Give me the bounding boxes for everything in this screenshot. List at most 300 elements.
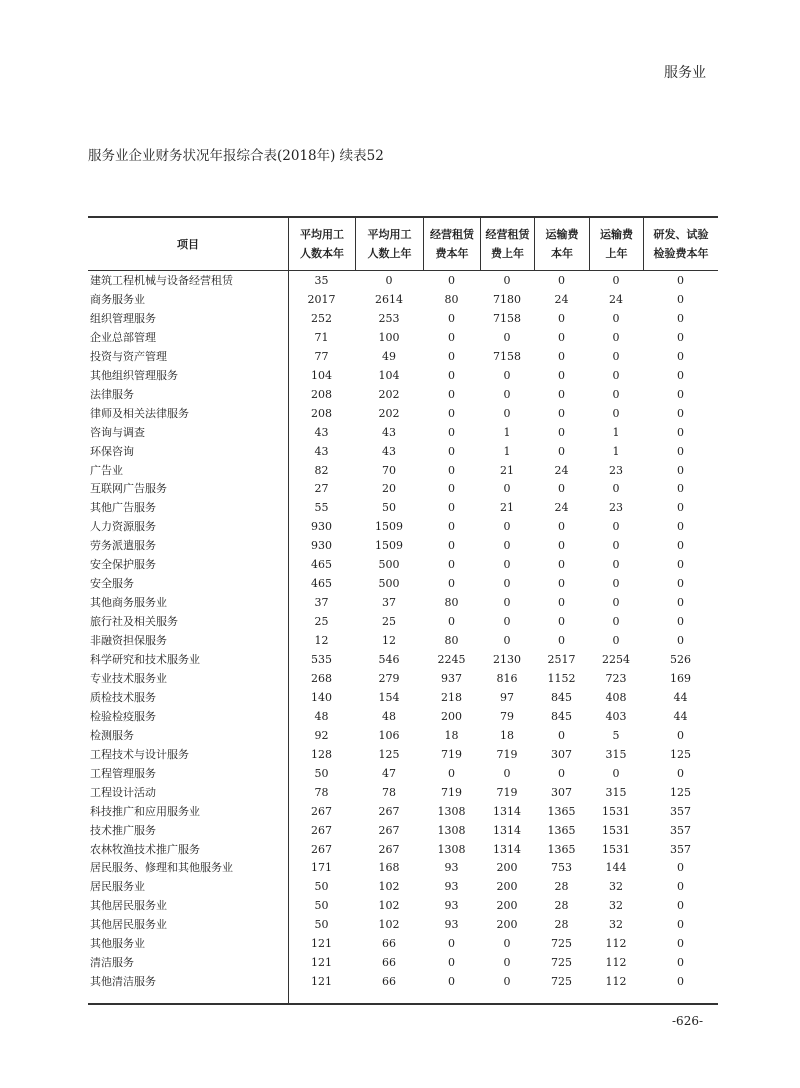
table-row xyxy=(88,745,718,764)
cell-value: 50 xyxy=(314,899,329,913)
cell-value: 1365 xyxy=(547,842,576,856)
cell-value: 0 xyxy=(385,274,393,287)
row-label: 企业总部管理 xyxy=(90,330,156,344)
cell-value: 0 xyxy=(558,539,565,553)
cell-value: 0 xyxy=(448,482,455,496)
cell-value: 0 xyxy=(558,634,565,648)
cell-value: 25 xyxy=(314,615,329,629)
table-row xyxy=(88,461,718,480)
cell-value: 82 xyxy=(314,463,329,477)
cell-value: 0 xyxy=(503,634,511,648)
table-row xyxy=(88,707,718,726)
cell-value: 0 xyxy=(612,520,620,534)
cell-value: 0 xyxy=(558,577,565,591)
cell-value: 357 xyxy=(670,804,691,818)
cell-value: 0 xyxy=(612,330,620,344)
cell-value: 66 xyxy=(382,975,396,989)
cell-value: 0 xyxy=(448,520,455,534)
cell-value: 0 xyxy=(503,330,511,344)
cell-value: 104 xyxy=(311,368,332,382)
cell-value: 0 xyxy=(448,330,455,344)
cell-value: 0 xyxy=(558,387,565,401)
cell-value: 0 xyxy=(677,577,684,591)
table-row xyxy=(88,423,718,442)
cell-value: 0 xyxy=(558,558,565,572)
cell-value: 0 xyxy=(677,539,684,553)
cell-value: 77 xyxy=(314,349,329,363)
cell-value: 307 xyxy=(551,785,572,799)
cell-value: 0 xyxy=(503,274,511,287)
table-row xyxy=(88,328,718,347)
cell-value: 202 xyxy=(378,406,400,420)
cell-value: 930 xyxy=(311,539,332,553)
cell-value: 80 xyxy=(444,634,459,648)
cell-value: 18 xyxy=(444,728,459,742)
cell-value: 0 xyxy=(612,482,620,496)
row-label: 居民服务、修理和其他服务业 xyxy=(90,861,233,875)
cell-value: 0 xyxy=(677,558,684,572)
cell-value: 0 xyxy=(677,615,684,629)
cell-value: 1509 xyxy=(375,539,403,553)
cell-value: 47 xyxy=(382,766,396,780)
cell-value: 43 xyxy=(314,425,329,439)
cell-value: 0 xyxy=(612,406,620,420)
cell-value: 0 xyxy=(448,558,455,572)
cell-value: 0 xyxy=(448,501,455,515)
cell-value: 24 xyxy=(554,463,569,477)
cell-value: 845 xyxy=(551,709,572,723)
row-label: 清洁服务 xyxy=(90,956,134,970)
cell-value: 7180 xyxy=(493,292,521,306)
cell-value: 1314 xyxy=(493,842,521,856)
row-label: 质检技术服务 xyxy=(90,690,156,704)
cell-value: 37 xyxy=(382,596,396,610)
cell-value: 0 xyxy=(558,444,565,458)
cell-value: 0 xyxy=(448,975,455,989)
cell-value: 144 xyxy=(605,861,627,875)
cell-value: 279 xyxy=(378,671,400,685)
column-header: 项目 xyxy=(177,237,199,251)
row-label: 商务服务业 xyxy=(90,292,145,306)
cell-value: 44 xyxy=(673,709,688,723)
cell-value: 104 xyxy=(378,368,400,382)
row-label: 咨询与调查 xyxy=(90,425,145,439)
cell-value: 0 xyxy=(677,975,684,989)
table-row xyxy=(88,555,718,574)
cell-value: 307 xyxy=(551,747,572,761)
cell-value: 0 xyxy=(612,274,620,287)
cell-value: 719 xyxy=(441,785,462,799)
cell-value: 0 xyxy=(503,520,511,534)
row-label: 法律服务 xyxy=(90,387,134,401)
cell-value: 93 xyxy=(444,861,459,875)
table-row xyxy=(88,915,718,934)
table-row xyxy=(88,498,718,517)
cell-value: 0 xyxy=(612,615,620,629)
cell-value: 1152 xyxy=(547,671,576,685)
table-row xyxy=(88,688,718,707)
cell-value: 92 xyxy=(314,728,329,742)
table-row xyxy=(88,972,718,991)
cell-value: 168 xyxy=(378,861,400,875)
cell-value: 0 xyxy=(558,311,565,325)
cell-value: 0 xyxy=(448,956,455,970)
cell-value: 0 xyxy=(503,387,511,401)
cell-value: 7158 xyxy=(493,349,521,363)
cell-value: 48 xyxy=(314,709,329,723)
cell-value: 252 xyxy=(311,311,332,325)
cell-value: 0 xyxy=(677,937,684,951)
cell-value: 0 xyxy=(677,274,684,287)
cell-value: 0 xyxy=(677,520,684,534)
row-label: 劳务派遣服务 xyxy=(90,539,156,553)
cell-value: 723 xyxy=(605,671,627,685)
cell-value: 121 xyxy=(311,937,332,951)
cell-value: 2245 xyxy=(437,653,466,666)
row-label: 其他商务服务业 xyxy=(90,596,167,610)
row-label: 居民服务业 xyxy=(90,880,145,894)
row-label: 科学研究和技术服务业 xyxy=(90,653,200,666)
cell-value: 2614 xyxy=(375,292,403,306)
cell-value: 0 xyxy=(677,425,684,439)
cell-value: 48 xyxy=(382,709,396,723)
cell-value: 0 xyxy=(677,368,684,382)
row-label: 其他清洁服务 xyxy=(90,975,156,989)
table-title: 服务业企业财务状况年报综合表(2018年) 续表52 xyxy=(88,148,384,164)
cell-value: 80 xyxy=(444,596,459,610)
cell-value: 128 xyxy=(311,747,332,761)
cell-value: 719 xyxy=(496,785,518,799)
cell-value: 7158 xyxy=(493,311,521,325)
cell-value: 200 xyxy=(496,880,518,894)
table-row xyxy=(88,385,718,404)
cell-value: 0 xyxy=(677,349,684,363)
table-row xyxy=(88,347,718,366)
cell-value: 0 xyxy=(677,861,684,875)
cell-value: 55 xyxy=(314,501,329,515)
column-header: 运输费 本年 xyxy=(534,218,589,270)
row-label: 检测服务 xyxy=(90,728,134,742)
cell-value: 1308 xyxy=(437,823,466,837)
table-row xyxy=(88,764,718,783)
row-label: 其他组织管理服务 xyxy=(90,368,178,382)
cell-value: 0 xyxy=(448,539,455,553)
cell-value: 0 xyxy=(677,330,684,344)
data-table xyxy=(88,216,718,1005)
table-row xyxy=(88,593,718,612)
row-label: 工程管理服务 xyxy=(90,766,156,780)
cell-value: 930 xyxy=(311,520,332,534)
cell-value: 50 xyxy=(314,880,329,894)
cell-value: 28 xyxy=(554,918,569,932)
cell-value: 0 xyxy=(612,596,620,610)
cell-value: 753 xyxy=(551,861,572,875)
cell-value: 43 xyxy=(382,444,396,458)
cell-value: 1531 xyxy=(602,842,630,856)
table-header xyxy=(88,218,718,271)
cell-value: 20 xyxy=(382,482,396,496)
table-row xyxy=(88,271,718,290)
cell-value: 93 xyxy=(444,880,459,894)
cell-value: 0 xyxy=(612,558,620,572)
cell-value: 97 xyxy=(500,690,514,704)
cell-value: 154 xyxy=(378,690,400,704)
cell-value: 0 xyxy=(558,615,565,629)
cell-value: 0 xyxy=(503,956,511,970)
cell-value: 32 xyxy=(609,899,623,913)
row-label: 人力资源服务 xyxy=(90,520,156,534)
cell-value: 535 xyxy=(311,653,332,666)
cell-value: 5 xyxy=(612,728,620,742)
column-header: 研发、试验 检验费本年 xyxy=(643,218,718,270)
cell-value: 0 xyxy=(503,766,511,780)
cell-value: 208 xyxy=(311,387,332,401)
row-label: 广告业 xyxy=(90,463,123,477)
cell-value: 267 xyxy=(311,804,332,818)
cell-value: 1365 xyxy=(547,823,576,837)
cell-value: 202 xyxy=(378,387,400,401)
row-label: 安全保护服务 xyxy=(90,558,156,572)
cell-value: 25 xyxy=(382,615,396,629)
cell-value: 43 xyxy=(382,425,396,439)
cell-value: 0 xyxy=(558,274,565,287)
cell-value: 18 xyxy=(500,728,514,742)
table-row xyxy=(88,517,718,536)
cell-value: 267 xyxy=(378,842,400,856)
table-row xyxy=(88,442,718,461)
cell-value: 44 xyxy=(673,690,688,704)
cell-value: 0 xyxy=(612,766,620,780)
cell-value: 268 xyxy=(311,671,332,685)
cell-value: 2017 xyxy=(307,292,336,306)
table-row xyxy=(88,309,718,328)
cell-value: 35 xyxy=(314,274,329,287)
row-label: 其他居民服务业 xyxy=(90,899,167,913)
table-row xyxy=(88,783,718,802)
cell-value: 500 xyxy=(378,577,400,591)
row-label: 组织管理服务 xyxy=(90,311,156,325)
cell-value: 408 xyxy=(605,690,627,704)
cell-value: 50 xyxy=(382,501,396,515)
cell-value: 0 xyxy=(558,425,565,439)
cell-value: 32 xyxy=(609,918,623,932)
cell-value: 315 xyxy=(605,747,627,761)
cell-value: 93 xyxy=(444,899,459,913)
cell-value: 1314 xyxy=(493,823,521,837)
cell-value: 0 xyxy=(558,766,565,780)
cell-value: 267 xyxy=(378,823,400,837)
cell-value: 845 xyxy=(551,690,572,704)
cell-value: 719 xyxy=(496,747,518,761)
cell-value: 1 xyxy=(503,444,511,458)
cell-value: 253 xyxy=(378,311,400,325)
row-label: 其他广告服务 xyxy=(90,501,156,515)
cell-value: 112 xyxy=(605,956,627,970)
cell-value: 357 xyxy=(670,823,691,837)
cell-value: 0 xyxy=(503,482,511,496)
cell-value: 171 xyxy=(311,861,332,875)
cell-value: 267 xyxy=(378,804,400,818)
cell-value: 0 xyxy=(448,387,455,401)
cell-value: 78 xyxy=(382,785,396,799)
cell-value: 12 xyxy=(382,634,396,648)
cell-value: 0 xyxy=(503,558,511,572)
cell-value: 112 xyxy=(605,937,627,951)
cell-value: 0 xyxy=(677,634,684,648)
table-row xyxy=(88,650,718,669)
cell-value: 0 xyxy=(677,292,684,306)
cell-value: 28 xyxy=(554,880,569,894)
table-row xyxy=(88,934,718,953)
cell-value: 0 xyxy=(677,463,684,477)
page-number: -626- xyxy=(672,1014,704,1028)
cell-value: 66 xyxy=(382,937,396,951)
cell-value: 403 xyxy=(605,709,627,723)
cell-value: 0 xyxy=(612,577,620,591)
cell-value: 125 xyxy=(670,785,691,799)
cell-value: 0 xyxy=(503,577,511,591)
row-label: 其他服务业 xyxy=(90,937,145,951)
row-label: 农林牧渔技术推广服务 xyxy=(90,842,200,856)
cell-value: 218 xyxy=(441,690,462,704)
cell-value: 725 xyxy=(551,975,572,989)
cell-value: 0 xyxy=(558,596,565,610)
row-label: 科技推广和应用服务业 xyxy=(90,804,200,818)
cell-value: 0 xyxy=(448,368,455,382)
cell-value: 500 xyxy=(378,558,400,572)
table-row xyxy=(88,574,718,593)
cell-value: 0 xyxy=(558,520,565,534)
cell-value: 0 xyxy=(612,634,620,648)
cell-value: 125 xyxy=(378,747,400,761)
cell-value: 816 xyxy=(496,671,518,685)
cell-value: 23 xyxy=(609,463,623,477)
cell-value: 0 xyxy=(448,274,455,287)
cell-value: 357 xyxy=(670,842,691,856)
cell-value: 28 xyxy=(554,899,569,913)
cell-value: 102 xyxy=(378,918,400,932)
cell-value: 125 xyxy=(670,747,691,761)
row-label: 检验检疫服务 xyxy=(90,709,156,723)
cell-value: 1 xyxy=(503,425,511,439)
cell-value: 0 xyxy=(558,482,565,496)
cell-value: 465 xyxy=(311,577,332,591)
row-label: 投资与资产管理 xyxy=(90,349,167,363)
cell-value: 267 xyxy=(311,842,332,856)
cell-value: 725 xyxy=(551,956,572,970)
row-label: 工程设计活动 xyxy=(90,785,156,799)
cell-value: 0 xyxy=(448,577,455,591)
running-head: 服务业 xyxy=(664,65,706,81)
cell-value: 0 xyxy=(503,539,511,553)
cell-value: 0 xyxy=(503,975,511,989)
cell-value: 0 xyxy=(677,387,684,401)
cell-value: 1308 xyxy=(437,804,466,818)
cell-value: 315 xyxy=(605,785,627,799)
cell-value: 0 xyxy=(558,330,565,344)
cell-value: 0 xyxy=(448,937,455,951)
cell-value: 50 xyxy=(314,918,329,932)
cell-value: 93 xyxy=(444,918,459,932)
cell-value: 2254 xyxy=(602,653,630,666)
cell-value: 0 xyxy=(448,349,455,363)
cell-value: 0 xyxy=(448,463,455,477)
cell-value: 200 xyxy=(496,899,518,913)
cell-value: 32 xyxy=(609,880,623,894)
table-row xyxy=(88,896,718,915)
cell-value: 78 xyxy=(314,785,329,799)
cell-value: 0 xyxy=(448,444,455,458)
cell-value: 208 xyxy=(311,406,332,420)
cell-value: 71 xyxy=(314,330,329,344)
cell-value: 2130 xyxy=(493,653,521,666)
cell-value: 27 xyxy=(314,482,329,496)
cell-value: 0 xyxy=(448,766,455,780)
cell-value: 0 xyxy=(612,349,620,363)
row-label: 律师及相关法律服务 xyxy=(90,406,189,420)
cell-value: 21 xyxy=(500,501,514,515)
cell-value: 0 xyxy=(677,918,684,932)
cell-value: 937 xyxy=(441,671,462,685)
table-row xyxy=(88,840,718,859)
cell-value: 21 xyxy=(500,463,514,477)
cell-value: 102 xyxy=(378,880,400,894)
cell-value: 24 xyxy=(609,292,623,306)
cell-value: 0 xyxy=(558,728,565,742)
cell-value: 267 xyxy=(311,823,332,837)
cell-value: 24 xyxy=(554,501,569,515)
cell-value: 0 xyxy=(448,615,455,629)
cell-value: 0 xyxy=(503,368,511,382)
cell-value: 0 xyxy=(677,596,684,610)
row-label: 安全服务 xyxy=(90,577,134,591)
cell-value: 112 xyxy=(605,975,627,989)
cell-value: 0 xyxy=(612,311,620,325)
column-header: 经营租赁 费上年 xyxy=(480,218,534,270)
table-row xyxy=(88,877,718,896)
cell-value: 23 xyxy=(609,501,623,515)
table-row xyxy=(88,802,718,821)
cell-value: 0 xyxy=(503,937,511,951)
cell-value: 0 xyxy=(448,425,455,439)
cell-value: 719 xyxy=(441,747,462,761)
table-row xyxy=(88,366,718,385)
cell-value: 37 xyxy=(314,596,329,610)
cell-value: 80 xyxy=(444,292,459,306)
cell-value: 0 xyxy=(677,766,684,780)
cell-value: 0 xyxy=(503,406,511,420)
cell-value: 0 xyxy=(677,956,684,970)
cell-value: 1 xyxy=(612,425,620,439)
cell-value: 100 xyxy=(378,330,400,344)
cell-value: 0 xyxy=(677,880,684,894)
cell-value: 24 xyxy=(554,292,569,306)
cell-value: 0 xyxy=(558,406,565,420)
table-row xyxy=(88,821,718,840)
cell-value: 0 xyxy=(558,349,565,363)
cell-value: 200 xyxy=(441,709,462,723)
cell-value: 0 xyxy=(612,368,620,382)
cell-value: 43 xyxy=(314,444,329,458)
table-row xyxy=(88,536,718,555)
cell-value: 0 xyxy=(677,444,684,458)
cell-value: 66 xyxy=(382,956,396,970)
cell-value: 200 xyxy=(496,918,518,932)
column-header: 平均用工 人数上年 xyxy=(355,218,423,270)
cell-value: 169 xyxy=(670,671,691,685)
cell-value: 200 xyxy=(496,861,518,875)
cell-value: 526 xyxy=(670,653,691,666)
